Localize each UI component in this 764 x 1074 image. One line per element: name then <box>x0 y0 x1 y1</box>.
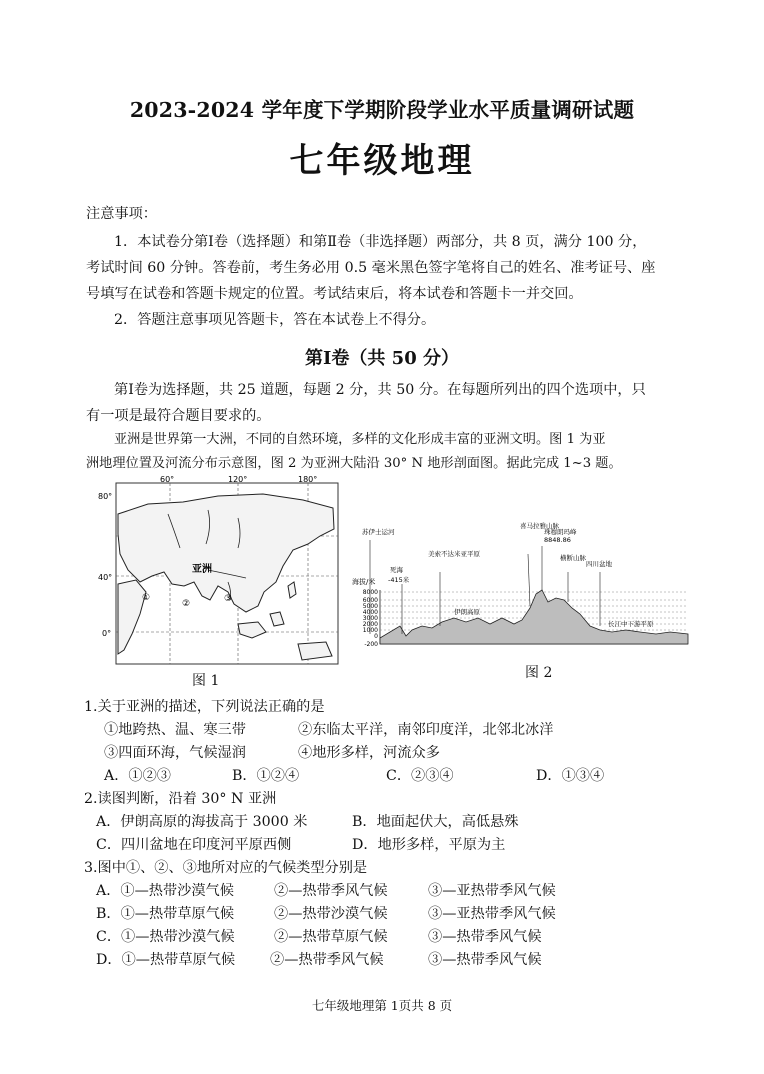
figure1-caption: 图 1 <box>192 673 220 689</box>
notice-heading: 注意事项： <box>86 206 157 222</box>
callout-mesopotamia: 美索不达米亚平原 <box>428 550 480 558</box>
lat-label-0: 0° <box>102 629 112 638</box>
section-intro-line1: 第Ⅰ卷为选择题，共 25 道题，每题 2 分，共 50 分。在每题所列出的四个选项中，只 <box>114 382 646 398</box>
q2-option-a: A．伊朗高原的海拔高于 3000 米 <box>96 814 308 830</box>
notice-item1-line2: 考试时间 60 分钟。答卷前，考生务必用 0.5 毫米黑色签字笔将自己的姓名、准考证号、座 <box>86 260 656 276</box>
lat-label-80: 80° <box>98 492 113 501</box>
y-tick-2000: 2000 <box>362 621 378 628</box>
q2-option-c: C．四川盆地在印度河平原西侧 <box>96 837 292 853</box>
q1-option-c: C．②③④ <box>386 768 454 784</box>
callout-suez: 苏伊士运河 <box>362 528 395 536</box>
q3-option-a-2: ②—热带季风气候 <box>274 883 388 899</box>
y-tick-8000: 8000 <box>362 589 378 596</box>
notice-item1-line3: 号填写在试卷和答题卡规定的位置。考试结束后，将本试卷和答题卡一并交回。 <box>86 286 583 302</box>
terrain-profile <box>380 590 688 644</box>
page-footer: 七年级地理第 1页共 8 页 <box>311 998 453 1013</box>
callout-hengduan: 横断山脉 <box>560 554 586 562</box>
q3-option-b-3: ③—亚热带季风气候 <box>428 906 556 922</box>
q1-option-a: A．①②③ <box>104 768 171 784</box>
figure2-terrain-profile <box>350 514 690 650</box>
callout-deadsea-value: -415米 <box>388 576 410 584</box>
figure1-asia-map <box>88 474 344 670</box>
marker-1: ① <box>142 593 151 603</box>
y-tick-1000: 1000 <box>362 627 378 634</box>
y-tick-4000: 4000 <box>362 609 378 616</box>
q3-option-d-2: ②—热带季风气候 <box>270 952 384 968</box>
q1-option-d: D．①③④ <box>536 768 605 784</box>
figure2-caption: 图 2 <box>525 665 553 681</box>
y-tick-5000: 5000 <box>362 603 378 610</box>
lat-label-40: 40° <box>98 573 113 582</box>
q1-stem: 1.关于亚洲的描述，下列说法正确的是 <box>84 699 325 715</box>
q2-stem: 2.读图判断，沿着 30° N 亚洲 <box>84 791 277 807</box>
section-title: 第Ⅰ卷（共 50 分） <box>304 348 459 369</box>
q1-statement-4: ④地形多样，河流众多 <box>298 745 440 761</box>
q2-option-b: B．地面起伏大，高低悬殊 <box>352 814 519 830</box>
y-tick-3000: 3000 <box>362 615 378 622</box>
callout-sichuan: 四川盆地 <box>586 560 612 568</box>
callout-iran: 伊朗高原 <box>454 608 480 616</box>
y-tick-0: 0 <box>374 633 378 640</box>
material-line2: 洲地理位置及河流分布示意图，图 2 为亚洲大陆沿 30° N 地形剖面图。据此完成 1~3 题。 <box>86 456 622 471</box>
yaxis-title: 海拔/米 <box>352 578 376 586</box>
q3-option-a-3: ③—亚热带季风气候 <box>428 883 556 899</box>
region-label-asia: 亚洲 <box>192 564 212 575</box>
q3-option-c-2: ②—热带草原气候 <box>274 929 388 945</box>
section-intro-line2: 有一项是最符合题目要求的。 <box>86 408 271 424</box>
q3-option-c-3: ③—热带季风气候 <box>428 929 542 945</box>
lon-label-60: 60° <box>160 475 175 484</box>
material-line1: 亚洲是世界第一大洲，不同的自然环境，多样的文化形成丰富的亚洲文明。图 1 为亚 <box>114 432 606 447</box>
lon-label-180: 180° <box>298 475 318 484</box>
callout-everest: 珠穆朗玛峰 <box>544 528 577 536</box>
marker-3: ③ <box>224 594 233 604</box>
q3-stem: 3.图中①、②、③地所对应的气候类型分别是 <box>84 860 368 876</box>
q1-statement-2: ②东临太平洋，南邻印度洋，北邻北冰洋 <box>298 722 554 738</box>
q3-option-b-2: ②—热带沙漠气候 <box>274 906 388 922</box>
q3-option-d-3: ③—热带季风气候 <box>428 952 542 968</box>
q3-option-a-1: A．①—热带沙漠气候 <box>96 883 234 899</box>
notice-item2: 2．答题注意事项见答题卡，答在本试卷上不得分。 <box>114 312 436 328</box>
exam-title: 2023-2024 学年度下学期阶段学业水平质量调研试题 <box>129 98 635 122</box>
callout-everest-value: 8848.86 <box>544 536 571 544</box>
callout-yangtze: 长江中下游平原 <box>608 620 654 628</box>
y-tick-minus200: -200 <box>364 641 378 648</box>
q3-option-d-1: D．①—热带草原气候 <box>96 952 236 968</box>
marker-2: ② <box>182 599 191 609</box>
lon-label-120: 120° <box>228 475 248 484</box>
q1-statement-3: ③四面环海，气候湿润 <box>104 745 246 761</box>
callout-himalaya: 喜马拉雅山脉 <box>520 522 559 530</box>
callout-deadsea: 死海 <box>390 566 403 574</box>
q3-option-c-1: C．①—热带沙漠气候 <box>96 929 235 945</box>
q1-statement-1: ①地跨热、温、寒三带 <box>104 722 246 738</box>
q3-option-b-1: B．①—热带草原气候 <box>96 906 235 922</box>
q1-option-b: B．①②④ <box>232 768 300 784</box>
subject-title: 七年级地理 <box>289 141 475 181</box>
y-tick-6000: 6000 <box>362 597 378 604</box>
notice-item1-line1: 1．本试卷分第Ⅰ卷（选择题）和第Ⅱ卷（非选择题）两部分，共 8 页，满分 100 分， <box>114 234 647 250</box>
q2-option-d: D．地形多样，平原为主 <box>352 837 506 853</box>
